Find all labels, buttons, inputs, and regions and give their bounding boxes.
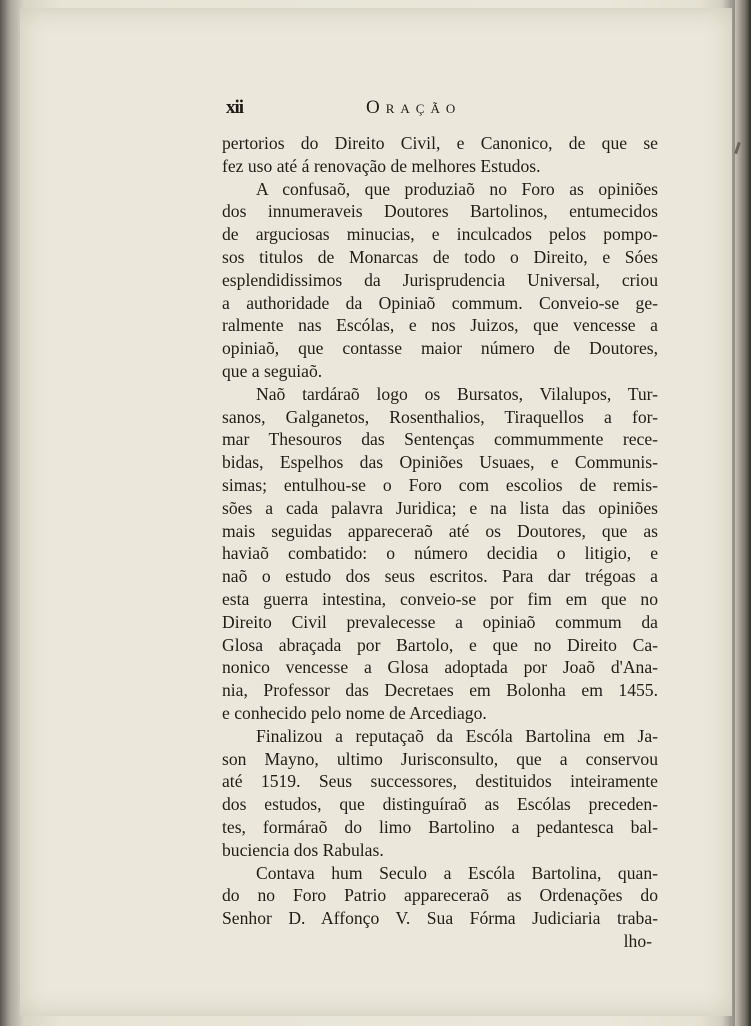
text-line: Naõ tardáraõ logo os Bursatos, Vilalupos, Tur- xyxy=(256,383,658,404)
text-line: Contava hum Seculo a Escóla Bartolina, quan- xyxy=(256,862,658,883)
text-line: fez uso até á renovação de melhores Estudos. xyxy=(222,155,541,176)
text-line: tes, formáraõ do limo Bartolino a pedantesca bal- xyxy=(222,816,658,837)
text-line: naõ o estudo dos seus escritos. Para dar trégoas a xyxy=(222,566,658,587)
text-line: até 1519. Seus successores, destituidos inteiramente xyxy=(222,771,658,792)
text-line: do no Foro Patrio appareceraõ as Ordenações do xyxy=(222,885,658,906)
text-line: sanos, Galganetos, Rosenthalios, Tiraquellos a for- xyxy=(222,406,658,427)
text-line: buciencia dos Rabulas. xyxy=(222,839,384,860)
catchword: lho- xyxy=(623,930,652,951)
text-line: sões a cada palavra Juridica; e na lista das opiniões xyxy=(222,497,658,518)
text-line: A confusaõ, que produziaõ no Foro as opiniões xyxy=(256,178,658,199)
text-line: son Mayno, ultimo Jurisconsulto, que a conservou xyxy=(222,748,658,769)
text-line: esplendidissimos da Jurisprudencia Universal, criou xyxy=(222,269,658,290)
text-line: e conhecido pelo nome de Arcediago. xyxy=(222,702,487,723)
text-line: sos titulos de Monarcas de todo o Direito, e Sóes xyxy=(222,246,658,267)
text-line: Finalizou a reputaçaõ da Escóla Bartolina em Ja- xyxy=(256,725,658,746)
text-line: mais seguidas appareceraõ até os Doutores, que as xyxy=(222,520,658,541)
text-line: dos estudos, que distinguíraõ as Escólas preceden- xyxy=(222,794,658,815)
text-line: simas; entulhou-se o Foro com escolios de remis- xyxy=(222,474,658,495)
text-line: haviaõ combatido: o número decidia o litigio, e xyxy=(222,543,658,564)
running-title: Oração xyxy=(366,97,462,118)
text-line: mar Thesouros das Sentenças commummente rece- xyxy=(222,429,658,450)
text-line: a authoridade da Opiniaõ commum. Conveio-se ge- xyxy=(222,292,658,313)
page-header xyxy=(226,95,526,123)
text-line: Glosa abraçada por Bartolo, e que no Direito Ca- xyxy=(222,634,658,655)
page-number: xii xyxy=(226,97,244,118)
text-line: bidas, Espelhos das Opiniões Usuaes, e Communis- xyxy=(222,452,658,473)
body-text xyxy=(222,132,658,953)
text-line: opiniaõ, que contasse maior número de Doutores, xyxy=(222,338,658,359)
text-line: esta guerra intestina, conveio-se por fim em que no xyxy=(222,588,658,609)
text-line: dos innumeraveis Doutores Bartolinos, entumecidos xyxy=(222,201,658,222)
text-line: pertorios do Direito Civil, e Canonico, de que se xyxy=(222,133,658,153)
text-line: Direito Civil prevalecesse a opiniaõ commum da xyxy=(222,611,658,632)
text-line: nia, Professor das Decretaes em Bolonha em 1455. xyxy=(222,680,658,701)
text-line: nonico vencesse a Glosa adoptada por Joaõ d'Ana- xyxy=(222,657,658,678)
text-line: Senhor D. Affonço V. Sua Fórma Judiciaria traba- xyxy=(222,908,658,929)
text-line: que a seguiaõ. xyxy=(222,360,323,381)
text-line: ralmente nas Escólas, e nos Juizos, que vencesse a xyxy=(222,315,658,336)
next-page-edge xyxy=(735,0,751,1026)
text-line: de arguciosas minucias, e inculcados pelos pompo- xyxy=(222,224,658,245)
